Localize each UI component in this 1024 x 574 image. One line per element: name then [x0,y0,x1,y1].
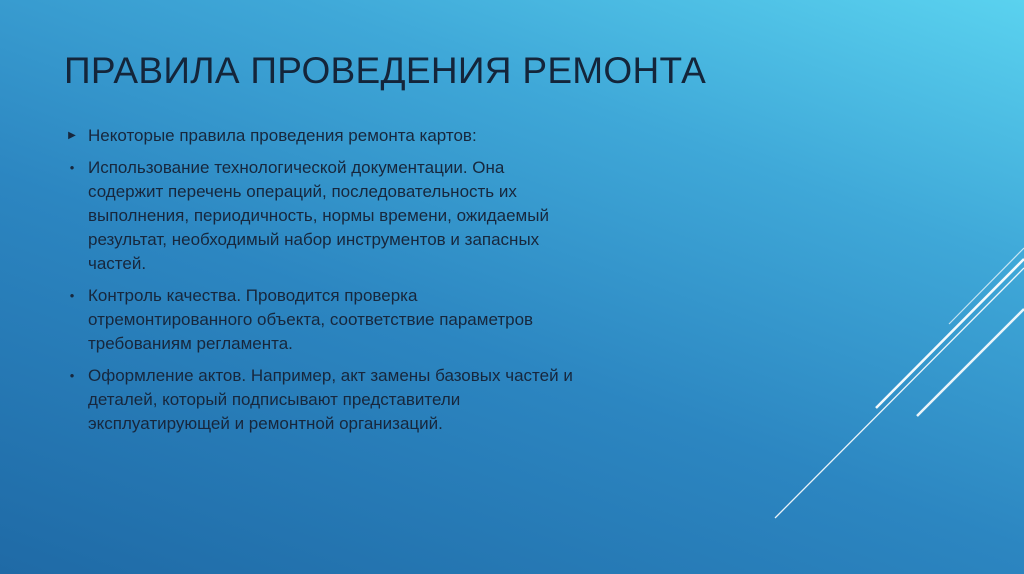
bullet-item [64,156,584,276]
bullet-text: Контроль качества. Проводится проверка отремонтированного объекта, соответствие параметров требованиям регламента. [88,286,534,353]
dot-bullet-icon: • [69,160,75,175]
bullet-item [64,284,584,356]
slide-title: ПРАВИЛА ПРОВЕДЕНИЯ РЕМОНТА [64,50,707,91]
dot-bullet-icon: • [69,288,75,303]
bullet-item [64,124,584,148]
deco-line [876,259,1024,408]
dot-bullet-icon: • [69,368,75,383]
triangle-bullet-icon: ▶ [68,130,76,141]
deco-line [949,248,1024,324]
bullet-text: Оформление актов. Например, акт замены базовых частей и деталей, который подписывают представители эксплуатирующей и ремонтной организаций. [88,366,573,433]
deco-line [917,309,1024,416]
deco-line [775,268,1024,518]
bullet-text: Некоторые правила проведения ремонта картов: [88,126,477,145]
bullet-item [64,364,584,436]
bullet-list [64,124,584,444]
bullet-text: Использование технологической документации. Она содержит перечень операций, последовательность их выполнения, периодичность, нормы времени, ожидаемый результат, необходимый набор инструментов и запасных частей. [88,158,549,273]
